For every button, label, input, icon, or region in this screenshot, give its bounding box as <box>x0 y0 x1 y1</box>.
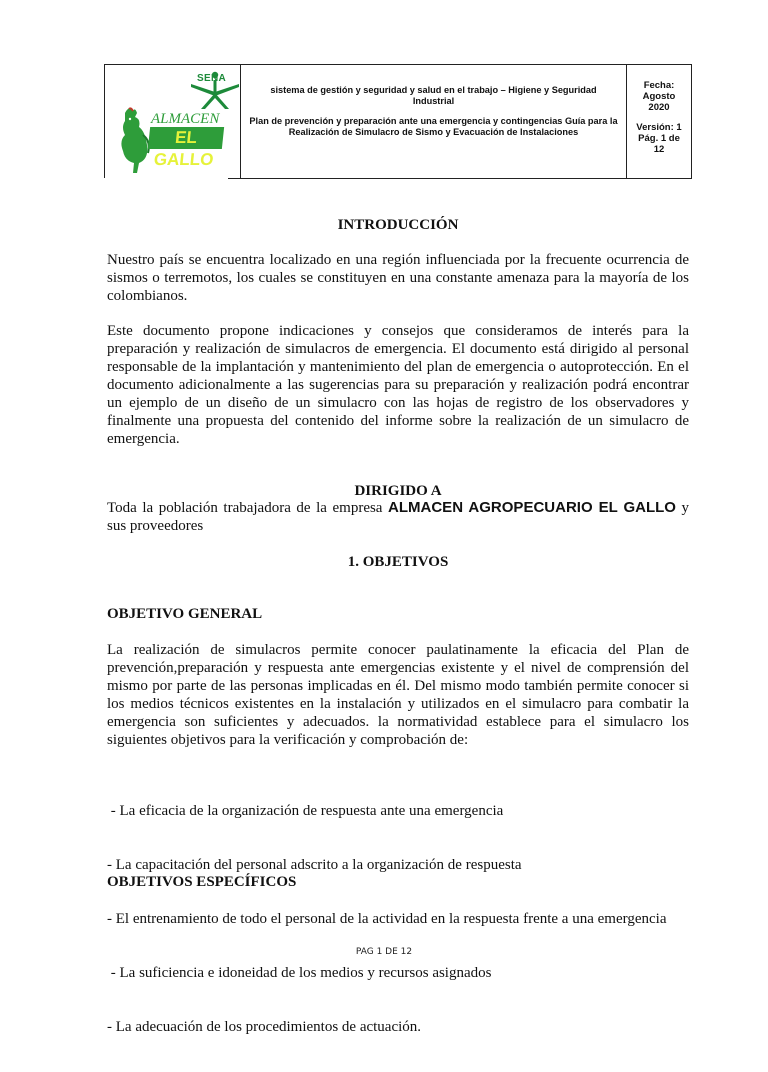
dirigido-title: DIRIGIDO A <box>354 483 442 499</box>
dirigido-text-after: y sus proveedores <box>107 500 689 534</box>
dirigido-text-before: Toda la población trabajadora de la empresa <box>107 500 389 516</box>
header-system-title: sistema de gestión y seguridad y salud en el trabajo – Higiene y Seguridad Industrial <box>270 85 597 106</box>
version-label: Versión: 1 <box>636 122 682 133</box>
elgallo-logo-text: EL GALLO <box>148 127 224 149</box>
intro-paragraph-2: Este documento propone indicaciones y consejos que consideramos de interés para la preparación y realización de simulacros de emergencia. El documento está dirigido al personal responsable de la implantación y mantenimiento del plan de emergencia o autoprotección. En el documento adicionalmente a las sugerencias para su preparación y realización podrá encontrar un ejemplo de un diseño de un simulacro con las hojas de registro de los observadores y finalmente una propuesta del contenido del informe sobre la realización de un simulacro de emergencia. <box>107 323 689 447</box>
header-title-cell <box>241 65 627 178</box>
objetivos-title: 1. OBJETIVOS <box>347 554 449 570</box>
list-item: - La eficacia de la organización de respuesta ante una emergencia <box>107 803 504 819</box>
logo-cell <box>105 65 241 178</box>
fecha-label: Fecha: <box>643 80 675 91</box>
objetivo-general-title: OBJETIVO GENERAL <box>107 606 263 622</box>
almacen-logo-text: ALMACEN <box>151 111 220 127</box>
dirigido-text <box>107 499 689 535</box>
fecha-value: Agosto 2020 <box>642 91 676 113</box>
page-count-label: Pág. 1 de 12 <box>638 133 680 155</box>
company-name: ALMACEN AGROPECUARIO EL GALLO <box>388 499 676 516</box>
rooster-icon <box>115 105 151 175</box>
intro-title: INTRODUCCIÓN <box>337 217 459 233</box>
objetivos-especificos-title: OBJETIVOS ESPECÍFICOS <box>107 874 297 890</box>
logo-border-gap <box>104 178 228 182</box>
page-footer: PAG 1 DE 12 <box>355 947 413 957</box>
header-meta-cell <box>627 65 691 178</box>
header-plan-title: Plan de prevención y preparación ante una emergencia y contingencias Guía para la Realización de Simulacro de Sismo y Evacuación de Instalaciones <box>249 116 618 137</box>
list-item: - La adecuación de los procedimientos de actuación. <box>107 1019 422 1035</box>
sena-logo-text: SENA <box>197 73 226 84</box>
objetivos-list <box>107 766 689 1072</box>
list-item: - El entrenamiento de todo el personal de la actividad en la respuesta frente a una emergencia <box>107 911 667 927</box>
list-item: - La capacitación del personal adscrito a la organización de respuesta <box>107 857 522 873</box>
objetivo-general-text: La realización de simulacros permite conocer paulatinamente la eficacia del Plan de prevención,preparación y respuesta ante emergencias existente y el nivel de comprensión del mismo por parte de las personas implicadas en él. Del mismo modo también permite conocer si los medios técnicos existentes en la instalación y utilizados en el simulacro para combatir la emergencia son suficientes y adecuados. la normatividad establece para el simulacro los siguientes objetivos para la verificación y comprobación de: <box>107 642 689 748</box>
list-item: - La suficiencia e idoneidad de los medios y recursos asignados <box>107 965 492 981</box>
document-header <box>104 64 692 179</box>
intro-paragraph-1: Nuestro país se encuentra localizado en una región influenciada por la frecuente ocurrencia de sismos o terremotos, los cuales se constituyen en una constante amenaza para la mayoría de los colombianos. <box>107 252 689 304</box>
